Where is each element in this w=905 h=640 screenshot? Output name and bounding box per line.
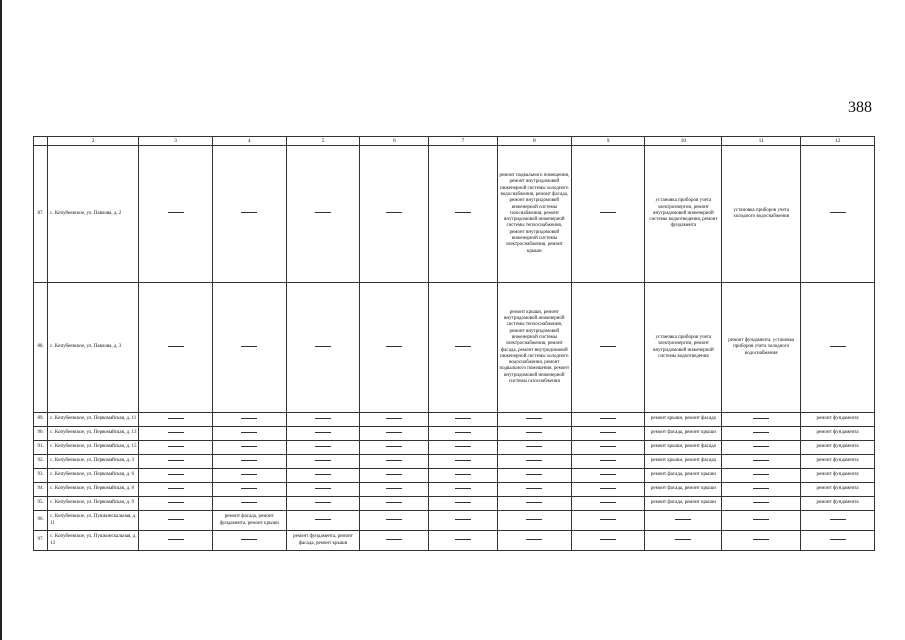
work-type-cell: установка приборов учета электроэнергии, ремонт внутридомовой инженерной системы водоотведения, ремонт фундамента xyxy=(645,146,722,283)
dash-mark xyxy=(600,346,616,347)
dash-mark xyxy=(241,212,257,213)
dash-mark xyxy=(455,539,471,540)
empty-dash-cell xyxy=(571,455,645,469)
dash-mark xyxy=(600,519,616,520)
dash-mark xyxy=(315,519,331,520)
row-number: 96. xyxy=(34,511,48,531)
table-row xyxy=(34,413,875,427)
address-cell: с. Копубеевское, ул. Пушкинскальная, д. 11 xyxy=(48,511,139,531)
work-type-cell: ремонт фундамента xyxy=(801,455,875,469)
dash-mark xyxy=(753,418,769,419)
dash-mark xyxy=(526,418,542,419)
dash-mark xyxy=(830,346,846,347)
empty-dash-cell xyxy=(497,427,571,441)
empty-dash-cell xyxy=(497,441,571,455)
work-type-cell: ремонт крыши, ремонт фасада xyxy=(645,455,722,469)
dash-mark xyxy=(168,432,184,433)
table-row xyxy=(34,427,875,441)
column-number: 7 xyxy=(429,137,498,146)
empty-dash-cell xyxy=(497,469,571,483)
empty-dash-cell xyxy=(212,455,286,469)
dash-mark xyxy=(455,346,471,347)
row-number: 87. xyxy=(34,146,48,283)
empty-dash-cell xyxy=(429,413,498,427)
empty-dash-cell xyxy=(429,531,498,551)
empty-dash-cell xyxy=(571,469,645,483)
empty-dash-cell xyxy=(571,146,645,283)
dash-mark xyxy=(600,212,616,213)
empty-dash-cell xyxy=(212,531,286,551)
dash-mark xyxy=(830,519,846,520)
table-row xyxy=(34,511,875,531)
dash-mark xyxy=(241,418,257,419)
dash-mark xyxy=(315,446,331,447)
dash-mark xyxy=(168,418,184,419)
dash-mark xyxy=(168,460,184,461)
dash-mark xyxy=(315,460,331,461)
empty-dash-cell xyxy=(360,497,429,511)
work-type-cell: ремонт фасада, ремонт крыши xyxy=(645,497,722,511)
dash-mark xyxy=(168,502,184,503)
empty-dash-cell xyxy=(497,497,571,511)
dash-mark xyxy=(600,488,616,489)
empty-dash-cell xyxy=(212,283,286,413)
dash-mark xyxy=(526,474,542,475)
dash-mark xyxy=(315,346,331,347)
empty-dash-cell xyxy=(429,497,498,511)
empty-dash-cell xyxy=(571,441,645,455)
table-row xyxy=(34,283,875,413)
empty-dash-cell xyxy=(139,427,213,441)
empty-dash-cell xyxy=(722,483,801,497)
address-cell: с. Копубеевское, ул. Первомайская, д. 9 xyxy=(48,497,139,511)
work-type-cell: ремонт крыши, ремонт внутридомовой инженерной системы теплоснабжения, ремонт внутридомовой инженерной системы электроснабжения, ремонт фасада, ремонт внутридомовой инженерной системы холодного водоснабжения, ремонт подвального помещения, ремонт внутридомовой инженерной системы газоснабжения xyxy=(497,283,571,413)
address-cell: с. Копубеевское, ул. Первомайская, д. 11 xyxy=(48,413,139,427)
empty-dash-cell xyxy=(139,413,213,427)
dash-mark xyxy=(526,502,542,503)
work-type-cell: ремонт фундамента, установка приборов учета холодного водоснабжения xyxy=(722,283,801,413)
dash-mark xyxy=(241,446,257,447)
dash-mark xyxy=(675,519,691,520)
empty-dash-cell xyxy=(360,469,429,483)
dash-mark xyxy=(455,502,471,503)
empty-dash-cell xyxy=(429,283,498,413)
dash-mark xyxy=(386,212,402,213)
dash-mark xyxy=(753,460,769,461)
dash-mark xyxy=(600,432,616,433)
dash-mark xyxy=(241,346,257,347)
dash-mark xyxy=(241,460,257,461)
empty-dash-cell xyxy=(139,483,213,497)
row-number: 94. xyxy=(34,483,48,497)
address-cell: с. Копубеевское, ул. Павлова, д. 3 xyxy=(48,283,139,413)
dash-mark xyxy=(386,346,402,347)
empty-dash-cell xyxy=(429,511,498,531)
empty-dash-cell xyxy=(212,483,286,497)
work-type-cell: ремонт фундамента xyxy=(801,441,875,455)
dash-mark xyxy=(315,474,331,475)
column-number-row xyxy=(34,137,875,146)
empty-dash-cell xyxy=(429,441,498,455)
empty-dash-cell xyxy=(286,511,360,531)
empty-dash-cell xyxy=(571,497,645,511)
dash-mark xyxy=(315,432,331,433)
dash-mark xyxy=(241,502,257,503)
dash-mark xyxy=(241,539,257,540)
dash-mark xyxy=(830,539,846,540)
empty-dash-cell xyxy=(429,469,498,483)
column-number: 12 xyxy=(801,137,875,146)
dash-mark xyxy=(753,539,769,540)
dash-mark xyxy=(600,502,616,503)
empty-dash-cell xyxy=(360,427,429,441)
empty-dash-cell xyxy=(212,413,286,427)
work-type-cell: ремонт фасада, ремонт крыши xyxy=(645,427,722,441)
column-number: 8 xyxy=(497,137,571,146)
dash-mark xyxy=(455,418,471,419)
dash-mark xyxy=(600,418,616,419)
empty-dash-cell xyxy=(286,455,360,469)
dash-mark xyxy=(168,346,184,347)
dash-mark xyxy=(315,488,331,489)
work-type-cell: ремонт фундамента xyxy=(801,427,875,441)
empty-dash-cell xyxy=(429,455,498,469)
empty-dash-cell xyxy=(139,511,213,531)
repair-schedule-table xyxy=(33,136,875,551)
empty-dash-cell xyxy=(722,413,801,427)
dash-mark xyxy=(241,474,257,475)
row-number: 92. xyxy=(34,455,48,469)
dash-mark xyxy=(600,460,616,461)
column-number: 2 xyxy=(48,137,139,146)
empty-dash-cell xyxy=(139,455,213,469)
table-row xyxy=(34,455,875,469)
empty-dash-cell xyxy=(571,483,645,497)
page-left-edge xyxy=(0,0,2,640)
dash-mark xyxy=(526,539,542,540)
row-number: 97. xyxy=(34,531,48,551)
dash-mark xyxy=(830,212,846,213)
column-number: 10 xyxy=(645,137,722,146)
work-type-cell: ремонт фундамента xyxy=(801,497,875,511)
row-number: 89. xyxy=(34,413,48,427)
dash-mark xyxy=(386,474,402,475)
work-type-cell: установка приборов учета электроэнергии, ремонт внутридомовой инженерной системы водоотведения xyxy=(645,283,722,413)
dash-mark xyxy=(526,460,542,461)
column-number: 9 xyxy=(571,137,645,146)
empty-dash-cell xyxy=(722,497,801,511)
empty-dash-cell xyxy=(212,497,286,511)
empty-dash-cell xyxy=(286,283,360,413)
empty-dash-cell xyxy=(286,483,360,497)
work-type-cell: установка приборов учета холодного водоснабжения xyxy=(722,146,801,283)
empty-dash-cell xyxy=(801,283,875,413)
column-number: 4 xyxy=(212,137,286,146)
empty-dash-cell xyxy=(571,283,645,413)
empty-dash-cell xyxy=(571,427,645,441)
work-type-cell: ремонт подвального помещения, ремонт внутридомовой инженерной системы холодного водоснабжения, ремонт фасада, ремонт внутридомовой инженерной системы газоснабжения, ремонт внутридомовой инженерной системы теплоснабжения, ремонт внутридомовой инженерной системы электроснабжения, ремонт крыши xyxy=(497,146,571,283)
dash-mark xyxy=(386,488,402,489)
dash-mark xyxy=(386,460,402,461)
page-number: 388 xyxy=(848,99,872,116)
dash-mark xyxy=(315,212,331,213)
dash-mark xyxy=(753,474,769,475)
column-number: 6 xyxy=(360,137,429,146)
empty-dash-cell xyxy=(212,427,286,441)
table-row xyxy=(34,441,875,455)
dash-mark xyxy=(753,432,769,433)
dash-mark xyxy=(386,446,402,447)
row-number: 91. xyxy=(34,441,48,455)
address-cell: с. Копубеевское, ул. Первомайская, д. 15 xyxy=(48,441,139,455)
empty-dash-cell xyxy=(139,146,213,283)
address-cell: с. Копубеевское, ул. Пушкинскальная, д. 13 xyxy=(48,531,139,551)
column-number: 11 xyxy=(722,137,801,146)
dash-mark xyxy=(168,539,184,540)
empty-dash-cell xyxy=(360,413,429,427)
dash-mark xyxy=(386,502,402,503)
dash-mark xyxy=(455,488,471,489)
empty-dash-cell xyxy=(360,483,429,497)
dash-mark xyxy=(455,446,471,447)
dash-mark xyxy=(386,539,402,540)
empty-dash-cell xyxy=(360,455,429,469)
empty-dash-cell xyxy=(139,283,213,413)
row-number: 90. xyxy=(34,427,48,441)
column-number: 5 xyxy=(286,137,360,146)
empty-dash-cell xyxy=(139,469,213,483)
work-type-cell: ремонт фасада, ремонт фундамента, ремонт крыши xyxy=(212,511,286,531)
empty-dash-cell xyxy=(497,483,571,497)
empty-dash-cell xyxy=(212,469,286,483)
empty-dash-cell xyxy=(645,511,722,531)
empty-dash-cell xyxy=(286,146,360,283)
empty-dash-cell xyxy=(139,441,213,455)
empty-dash-cell xyxy=(801,511,875,531)
dash-mark xyxy=(600,474,616,475)
work-type-cell: ремонт крыши, ремонт фасада xyxy=(645,441,722,455)
work-type-cell: ремонт крыши, ремонт фасада xyxy=(645,413,722,427)
dash-mark xyxy=(168,212,184,213)
dash-mark xyxy=(386,519,402,520)
empty-dash-cell xyxy=(286,427,360,441)
dash-mark xyxy=(386,432,402,433)
empty-dash-cell xyxy=(429,146,498,283)
work-type-cell: ремонт фундамента xyxy=(801,469,875,483)
empty-dash-cell xyxy=(497,531,571,551)
empty-dash-cell xyxy=(360,146,429,283)
table-row xyxy=(34,146,875,283)
empty-dash-cell xyxy=(722,531,801,551)
empty-dash-cell xyxy=(139,497,213,511)
dash-mark xyxy=(753,446,769,447)
empty-dash-cell xyxy=(286,413,360,427)
empty-dash-cell xyxy=(497,413,571,427)
dash-mark xyxy=(168,474,184,475)
dash-mark xyxy=(600,446,616,447)
empty-dash-cell xyxy=(429,483,498,497)
dash-mark xyxy=(455,474,471,475)
empty-dash-cell xyxy=(645,531,722,551)
work-type-cell: ремонт фундамента xyxy=(801,413,875,427)
address-cell: с. Копубеевское, ул. Первомайская, д. 3 xyxy=(48,455,139,469)
address-cell: с. Копубеевское, ул. Первомайская, д. 13 xyxy=(48,427,139,441)
table-row xyxy=(34,531,875,551)
address-cell: с. Копубеевское, ул. Павлова, д. 2 xyxy=(48,146,139,283)
dash-mark xyxy=(455,212,471,213)
row-number: 88. xyxy=(34,283,48,413)
dash-mark xyxy=(315,502,331,503)
dash-mark xyxy=(315,418,331,419)
work-type-cell: ремонт фасада, ремонт крыши xyxy=(645,483,722,497)
empty-dash-cell xyxy=(429,427,498,441)
empty-dash-cell xyxy=(139,531,213,551)
empty-dash-cell xyxy=(801,531,875,551)
work-type-cell: ремонт фасада, ремонт крыши xyxy=(645,469,722,483)
empty-dash-cell xyxy=(722,427,801,441)
address-cell: с. Копубеевское, ул. Первомайская, д. 6 xyxy=(48,469,139,483)
empty-dash-cell xyxy=(212,441,286,455)
empty-dash-cell xyxy=(286,497,360,511)
empty-dash-cell xyxy=(722,441,801,455)
empty-dash-cell xyxy=(571,511,645,531)
table-row xyxy=(34,497,875,511)
empty-dash-cell xyxy=(286,441,360,455)
empty-dash-cell xyxy=(497,455,571,469)
dash-mark xyxy=(168,446,184,447)
empty-dash-cell xyxy=(360,531,429,551)
work-type-cell: ремонт фундамента xyxy=(801,483,875,497)
dash-mark xyxy=(241,488,257,489)
empty-dash-cell xyxy=(722,455,801,469)
empty-dash-cell xyxy=(497,511,571,531)
row-number: 93. xyxy=(34,469,48,483)
dash-mark xyxy=(455,460,471,461)
empty-dash-cell xyxy=(212,146,286,283)
row-number: 95. xyxy=(34,497,48,511)
dash-mark xyxy=(753,488,769,489)
dash-mark xyxy=(386,418,402,419)
dash-mark xyxy=(241,432,257,433)
dash-mark xyxy=(455,432,471,433)
dash-mark xyxy=(455,519,471,520)
dash-mark xyxy=(753,502,769,503)
dash-mark xyxy=(526,432,542,433)
empty-dash-cell xyxy=(571,531,645,551)
dash-mark xyxy=(526,519,542,520)
empty-dash-cell xyxy=(722,469,801,483)
work-type-cell: ремонт фундамента, ремонт фасада, ремонт крыши xyxy=(286,531,360,551)
empty-dash-cell xyxy=(286,469,360,483)
table-row xyxy=(34,483,875,497)
empty-dash-cell xyxy=(722,511,801,531)
empty-dash-cell xyxy=(801,146,875,283)
dash-mark xyxy=(526,488,542,489)
empty-dash-cell xyxy=(360,511,429,531)
dash-mark xyxy=(526,446,542,447)
dash-mark xyxy=(600,539,616,540)
empty-dash-cell xyxy=(360,441,429,455)
dash-mark xyxy=(168,488,184,489)
dash-mark xyxy=(168,519,184,520)
empty-dash-cell xyxy=(571,413,645,427)
column-number xyxy=(34,137,48,146)
column-number: 3 xyxy=(139,137,213,146)
dash-mark xyxy=(675,539,691,540)
empty-dash-cell xyxy=(360,283,429,413)
dash-mark xyxy=(753,519,769,520)
table-row xyxy=(34,469,875,483)
address-cell: с. Копубеевское, ул. Первомайская, д. 8 xyxy=(48,483,139,497)
